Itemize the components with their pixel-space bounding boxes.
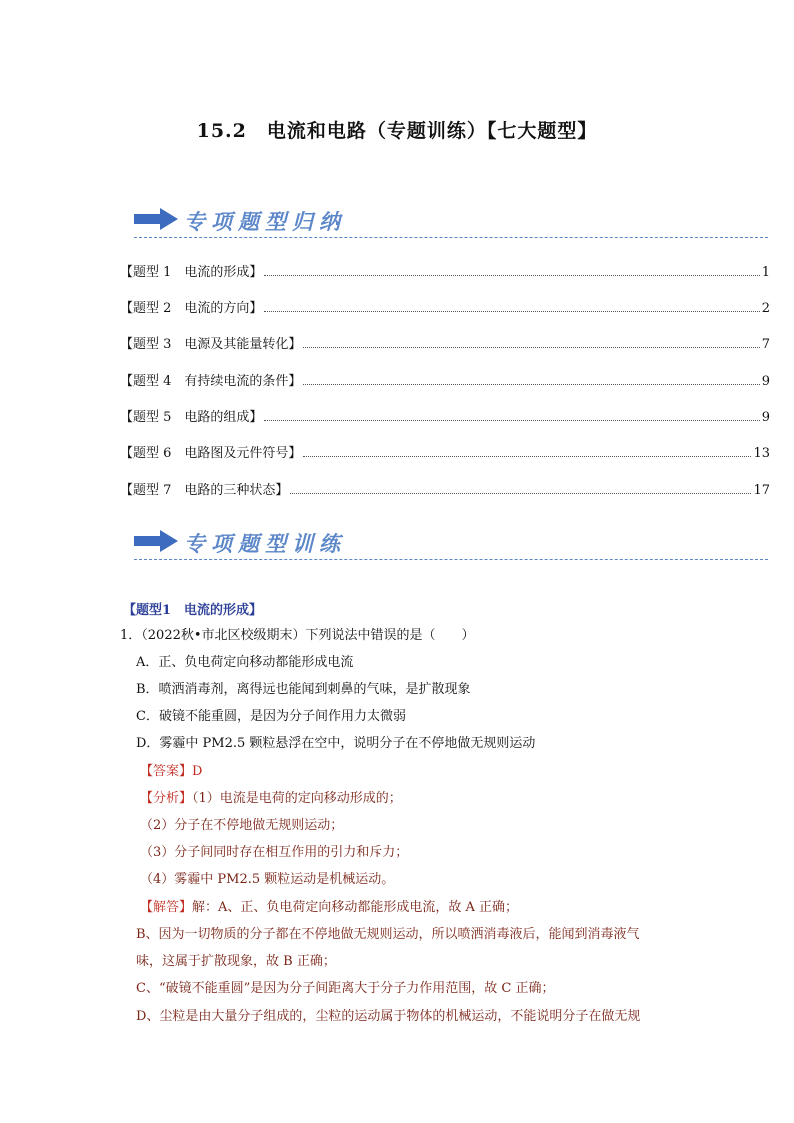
- toc-page-number: 9: [761, 374, 770, 389]
- toc-entry-label: 【题型 2 电流的方向】: [120, 301, 263, 316]
- toc-entry-2[interactable]: [120, 298, 770, 316]
- toc-entry-5[interactable]: [120, 407, 770, 425]
- option-b: B．喷洒消毒剂，离得远也能闻到刺鼻的气味，是扩散现象: [136, 682, 471, 697]
- option-a: A．正、负电荷定向移动都能形成电流: [136, 655, 354, 670]
- analysis-line-3: （3）分子间同时存在相互作用的引力和斥力；: [140, 845, 409, 860]
- toc-leader: [264, 274, 759, 276]
- question-type-heading: 【题型1 电流的形成】: [123, 603, 263, 618]
- toc-entry-3[interactable]: [120, 334, 770, 352]
- toc-leader: [264, 419, 759, 421]
- toc-entry-1[interactable]: [120, 262, 770, 280]
- section-header-summary: [134, 202, 768, 242]
- toc-page-number: 2: [761, 301, 770, 316]
- section-header-training: [134, 524, 768, 564]
- solution-line-1: [140, 899, 518, 917]
- toc-entry-label: 【题型 1 电流的形成】: [120, 265, 263, 280]
- toc-entry-7[interactable]: [120, 480, 770, 498]
- toc-entry-label: 【题型 6 电路图及元件符号】: [120, 446, 302, 461]
- toc-page-number: 17: [753, 483, 770, 498]
- solution-line-5: D、尘粒是由大量分子组成的，尘粒的运动属于物体的机械运动，不能说明分子在做无规: [136, 1009, 641, 1024]
- arrow-right-icon: [134, 530, 178, 552]
- toc-page-number: 9: [761, 410, 770, 425]
- question-stem: 1．（2022秋•市北区校级期末）下列说法中错误的是（ ）: [120, 628, 475, 643]
- toc-entry-label: 【题型 5 电路的组成】: [120, 410, 263, 425]
- section-divider: [134, 237, 768, 238]
- solution-line-3: 味，这属于扩散现象，故 B 正确；: [136, 954, 336, 969]
- analysis-line-4: （4）雾霾中 PM2.5 颗粒运动是机械运动。: [140, 872, 395, 887]
- solution-text: 解：A、正、负电荷定向移动都能形成电流，故 A 正确；: [192, 900, 519, 915]
- page-title: 15.2 电流和电路（专题训练）【七大题型】: [196, 120, 598, 142]
- analysis-tag: 【分析】: [140, 791, 193, 806]
- toc-leader: [303, 346, 759, 348]
- toc-entry-label: 【题型 3 电源及其能量转化】: [120, 337, 302, 352]
- section-divider: [134, 559, 768, 560]
- analysis-line-2: （2）分子在不停地做无规则运动；: [140, 818, 344, 833]
- toc-leader: [303, 455, 751, 457]
- section-title-training: 专项题型训练: [184, 531, 346, 556]
- answer-value: D: [192, 764, 203, 779]
- solution-line-4: C、“破镜不能重圆”是因为分子间距离大于分子力作用范围，故 C 正确；: [136, 981, 555, 996]
- toc-page-number: 1: [761, 265, 770, 280]
- answer-tag: 【答案】: [140, 764, 193, 779]
- toc-leader: [303, 383, 759, 385]
- toc-entry-6[interactable]: [120, 443, 770, 461]
- analysis-text: （1）电流是电荷的定向移动形成的；: [192, 791, 402, 806]
- toc-entry-label: 【题型 7 电路的三种状态】: [120, 483, 289, 498]
- solution-tag: 【解答】: [140, 900, 193, 915]
- analysis-line-1: [140, 790, 402, 808]
- section-title-summary: 专项题型归纳: [184, 209, 346, 234]
- toc-page-number: 7: [761, 337, 770, 352]
- toc-entry-label: 【题型 4 有持续电流的条件】: [120, 374, 302, 389]
- arrow-right-icon: [134, 208, 178, 230]
- toc-entry-4[interactable]: [120, 371, 770, 389]
- solution-line-2: B、因为一切物质的分子都在不停地做无规则运动，所以喷洒消毒液后，能闻到消毒液气: [136, 927, 640, 942]
- toc-leader: [290, 492, 751, 494]
- toc-leader: [264, 310, 759, 312]
- answer-line: [140, 763, 202, 781]
- option-c: C．破镜不能重圆，是因为分子间作用力太微弱: [136, 709, 406, 724]
- option-d: D．雾霾中 PM2.5 颗粒悬浮在空中，说明分子在不停地做无规则运动: [136, 736, 536, 751]
- toc-page-number: 13: [753, 446, 770, 461]
